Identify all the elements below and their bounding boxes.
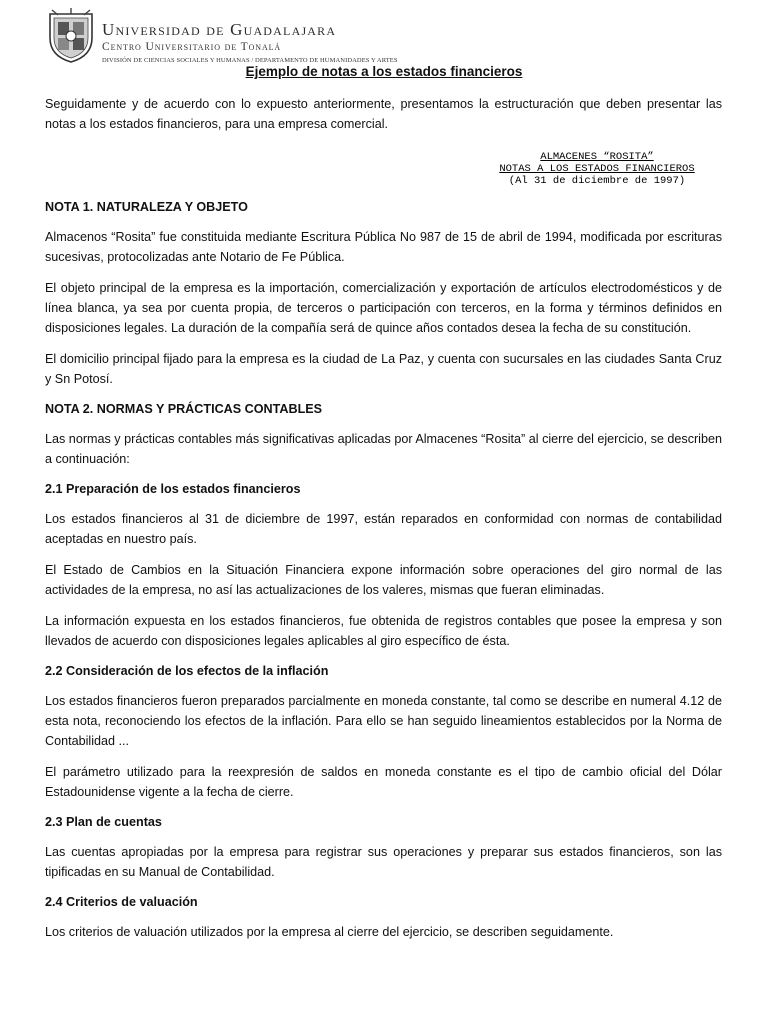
nota1-heading: NOTA 1. NATURALEZA Y OBJETO: [45, 200, 248, 214]
section-2-1-paragraph: El Estado de Cambios en la Situación Financiera expone información sobre operaciones del giro normal de las actividades de la empresa, no así las actualizaciones de los valeres, mismas que fueran eliminadas.: [45, 563, 722, 597]
intro-paragraph: Seguidamente y de acuerdo con lo expuesto anteriormente, presentamos la estructuración que deben presentar las notas a los estados financieros, para una empresa comercial.: [45, 97, 722, 131]
company-name: ALMACENES “ROSITA”: [540, 151, 654, 163]
university-name: Universidad de Guadalajara: [102, 20, 337, 39]
nota2-paragraph: Las normas y prácticas contables más significativas aplicadas por Almacenes “Rosita” al cierre del ejercicio, se describen a continuación:: [45, 432, 722, 466]
document-header: [46, 8, 746, 68]
section-2-1-paragraph: Los estados financieros al 31 de diciembre de 1997, están reparados en conformidad con normas de contabilidad aceptadas en nuestro país.: [45, 512, 722, 546]
spacer: [45, 145, 722, 198]
document-title: Ejemplo de notas a los estados financieros: [245, 64, 523, 79]
section-2-1-paragraph: La información expuesta en los estados financieros, fue obtenida de registros contables que posee la empresa y son llevados de acuerdo con disposiciones legales aplicables al giro específico de ésta.: [45, 614, 722, 648]
company-notes-title: NOTAS A LOS ESTADOS FINANCIEROS: [499, 163, 695, 175]
section-2-4-paragraph: Los criterios de valuación utilizados por la empresa al cierre del ejercicio, se describen seguidamente.: [45, 925, 614, 939]
university-seal-icon: [46, 8, 96, 64]
section-2-4-heading: 2.4 Criterios de valuación: [45, 895, 198, 909]
section-2-2-paragraph: El parámetro utilizado para la reexpresión de saldos en moneda constante es el tipo de cambio oficial del Dólar Estadounidense vigente a la fecha de cierre.: [45, 765, 722, 799]
nota1-paragraph: El objeto principal de la empresa es la importación, comercialización y exportación de artículos electrodomésticos y de línea blanca, ya sea por cuenta propia, de terceros o participación con terceros, en la forma y términos definidos en disposiciones legales. La duración de la compañía será de quince años contados desea la fecha de su constitución.: [45, 281, 722, 335]
section-2-3-paragraph: Las cuentas apropiadas por la empresa para registrar sus operaciones y preparar sus estados financieros, son las tipificadas en su Manual de Contabilidad.: [45, 845, 722, 879]
section-2-3-heading: 2.3 Plan de cuentas: [45, 815, 162, 829]
section-2-1-heading: 2.1 Preparación de los estados financieros: [45, 482, 301, 496]
nota2-heading: NOTA 2. NORMAS Y PRÁCTICAS CONTABLES: [45, 402, 323, 416]
nota1-paragraph: Almacenos “Rosita” fue constituida mediante Escritura Pública No 987 de 15 de abril de 1994, modificada por escrituras sucesivas, protocolizadas ante Notario de Fe Pública.: [45, 230, 722, 264]
center-name: Centro Universitario de Tonalá: [102, 41, 282, 53]
section-2-2-paragraph: Los estados financieros fueron preparados parcialmente en moneda constante, tal como se describe en numeral 4.12 de esta nota, reconociendo los efectos de la inflación. Para ello se han seguido lineamientos establecidos por la Norma de Contabilidad ...: [45, 694, 722, 748]
section-2-2-heading: 2.2 Consideración de los efectos de la inflación: [45, 664, 329, 678]
nota1-paragraph: El domicilio principal fijado para la empresa es la ciudad de La Paz, y cuenta con sucursales en las ciudades Santa Cruz y Sn Potosí.: [45, 352, 722, 386]
company-date: (Al 31 de diciembre de 1997): [508, 175, 686, 187]
division-name: DIVISIÓN DE CIENCIAS SOCIALES Y HUMANAS / DEPARTAMENTO DE HUMANIDADES Y ARTES: [102, 57, 398, 64]
document-body: [45, 94, 722, 953]
